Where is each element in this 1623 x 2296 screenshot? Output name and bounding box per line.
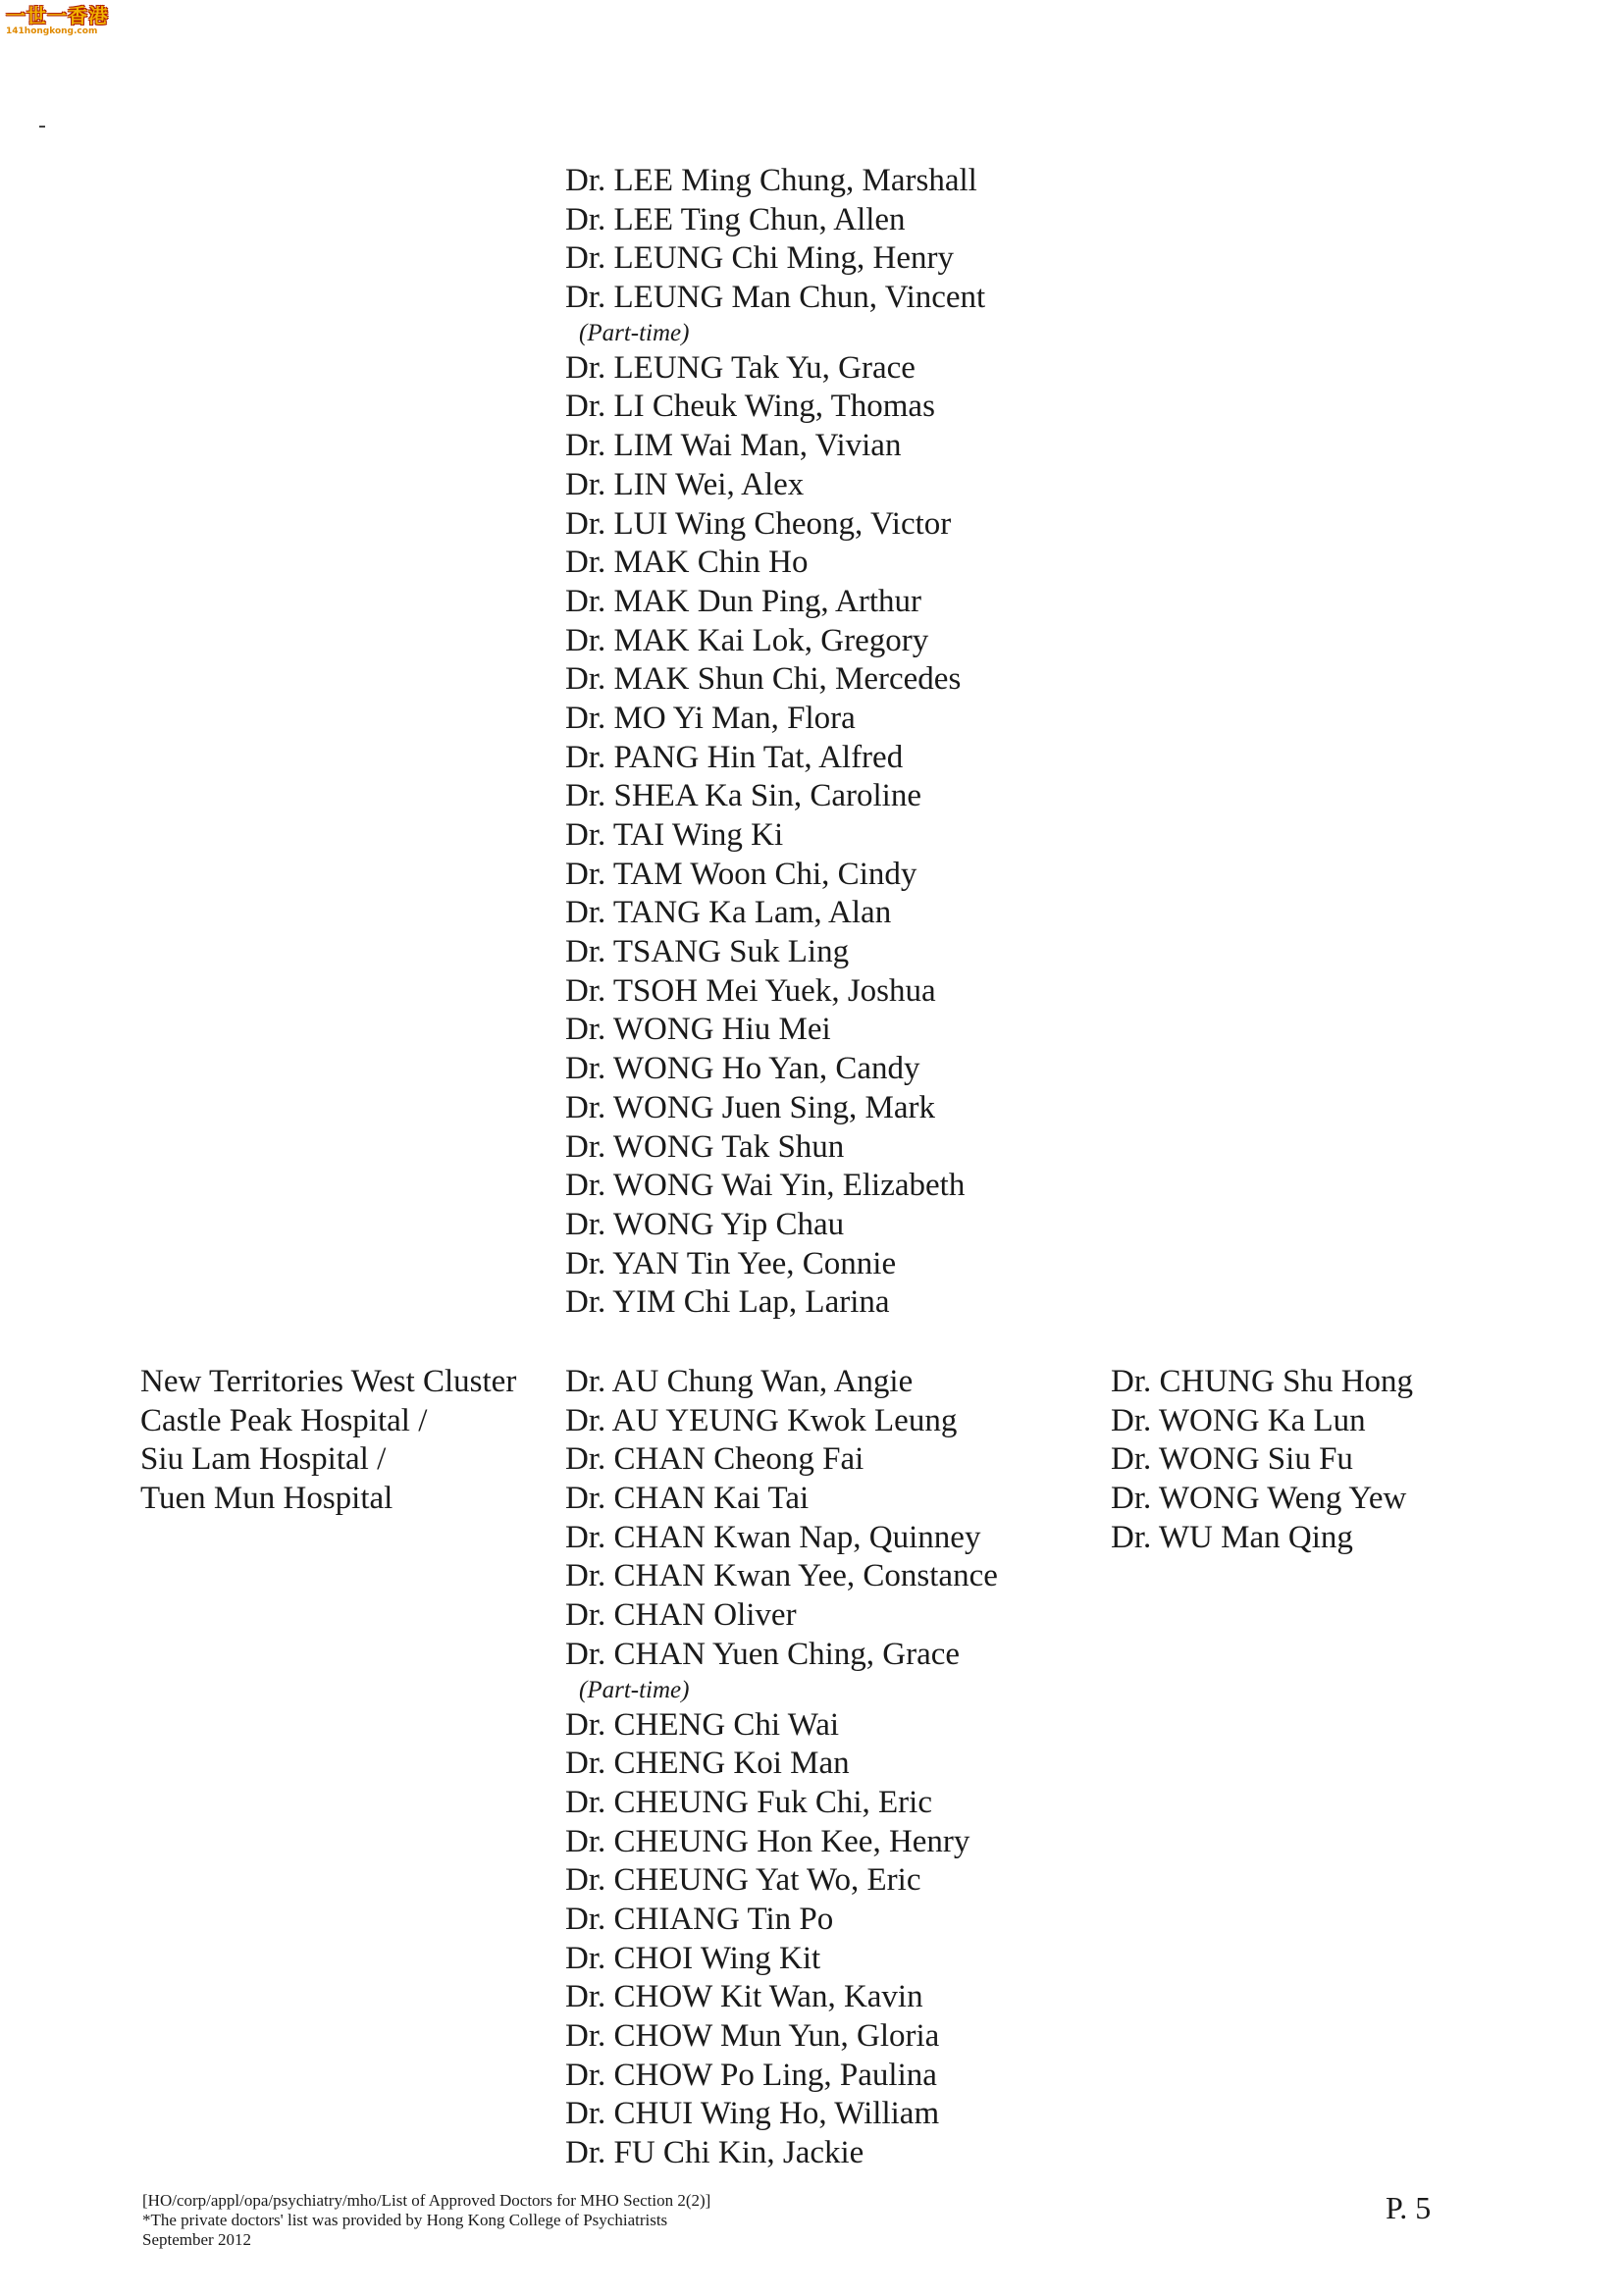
doctor-name: Dr. WONG Juen Sing, Mark [565, 1089, 936, 1125]
doctor-name: Dr. FU Chi Kin, Jackie [565, 2135, 864, 2171]
footer-note: *The private doctors' list was provided by Hong Kong College of Psychiatrists [142, 2211, 668, 2229]
doctor-name: Dr. LEE Ting Chun, Allen [565, 201, 906, 237]
doctor-name: Dr. MAK Kai Lok, Gregory [565, 622, 929, 658]
doctor-name: Dr. MO Yi Man, Flora [565, 700, 856, 736]
cluster-hospital-label [140, 1363, 516, 1519]
doctor-name: Dr. LIN Wei, Alex [565, 466, 805, 502]
document-footer [142, 2191, 710, 2250]
doctor-name: Dr. CHIANG Tin Po [565, 1901, 834, 1937]
doctor-name: Dr. WONG Hiu Mei [565, 1012, 831, 1048]
cluster-name: New Territories West Cluster [140, 1364, 517, 1399]
doctor-name: Dr. CHENG Koi Man [565, 1746, 850, 1782]
doctor-name: Dr. CHAN Kwan Yee, Constance [565, 1558, 998, 1594]
doctor-name: Dr. WONG Ho Yan, Candy [565, 1051, 920, 1087]
doctor-name: Dr. LEUNG Chi Ming, Henry [565, 240, 954, 277]
doctor-name: Dr. WONG Siu Fu [1111, 1441, 1353, 1478]
doctor-name: Dr. WONG Weng Yew [1111, 1481, 1407, 1517]
doctor-name: Dr. CHOW Mun Yun, Gloria [565, 2018, 940, 2054]
doctor-name: Dr. CHAN Cheong Fai [565, 1441, 864, 1478]
doctor-name: Dr. LUI Wing Cheong, Victor [565, 505, 952, 542]
doctor-name: Dr. CHUNG Shu Hong [1111, 1364, 1414, 1399]
watermark-url: 141hongkong.com [6, 26, 98, 36]
doctor-name: Dr. LI Cheuk Wing, Thomas [565, 389, 935, 425]
site-watermark-logo [6, 6, 109, 36]
doctor-name: Dr. CHOI Wing Kit [565, 1940, 821, 1976]
doctor-name: Dr. CHAN Oliver [565, 1597, 797, 1634]
page-number: P. 5 [1386, 2190, 1432, 2225]
hospital-name: Siu Lam Hospital / [140, 1441, 387, 1478]
doctor-name: Dr. WONG Yip Chau [565, 1206, 845, 1242]
doctor-name: Dr. CHOW Kit Wan, Kavin [565, 1979, 923, 2015]
hospital-name: Castle Peak Hospital / [140, 1402, 428, 1438]
doctor-name: Dr. TSOH Mei Yuek, Joshua [565, 972, 936, 1009]
hospital-name: Tuen Mun Hospital [140, 1481, 393, 1517]
doctor-name: Dr. TANG Ka Lam, Alan [565, 895, 892, 931]
doctor-name: Dr. CHOW Po Ling, Paulina [565, 2057, 937, 2093]
doctor-name: Dr. CHAN Kwan Nap, Quinney [565, 1519, 981, 1555]
doctor-name: Dr. TSANG Suk Ling [565, 934, 850, 970]
doctor-name: Dr. MAK Dun Ping, Arthur [565, 583, 922, 619]
doctor-name: Dr. TAM Woon Chi, Cindy [565, 856, 917, 892]
doctor-name: Dr. TAI Wing Ki [565, 817, 784, 853]
doctor-name: Dr. PANG Hin Tat, Alfred [565, 739, 904, 775]
doctor-name: Dr. CHUI Wing Ho, William [565, 2096, 940, 2132]
part-time-note: (Part-time) [579, 1676, 690, 1703]
doctor-name: Dr. CHAN Kai Tai [565, 1481, 810, 1517]
doctor-name: Dr. LEE Ming Chung, Marshall [565, 163, 977, 198]
ntw-doctor-list-col2 [1111, 1363, 1413, 1557]
doctor-name: Dr. CHEUNG Fuk Chi, Eric [565, 1784, 932, 1820]
doctor-name: Dr. WONG Ka Lun [1111, 1402, 1366, 1438]
doctor-name: Dr. CHEUNG Yat Wo, Eric [565, 1862, 921, 1899]
doctor-name: Dr. WONG Wai Yin, Elizabeth [565, 1168, 966, 1204]
doctor-name: Dr. WONG Tak Shun [565, 1128, 845, 1165]
footer-file-path: [HO/corp/appl/opa/psychiatry/mho/List of Approved Doctors for MHO Section 2(2)] [142, 2191, 711, 2210]
ntw-doctor-list-col1 [565, 1363, 998, 2173]
doctor-name: Dr. SHEA Ka Sin, Caroline [565, 778, 921, 814]
part-time-note: (Part-time) [579, 319, 690, 346]
scan-speck [39, 126, 45, 128]
doctor-name: Dr. CHENG Chi Wai [565, 1706, 840, 1743]
doctor-name: Dr. MAK Shun Chi, Mercedes [565, 661, 962, 698]
doctor-name: Dr. LIM Wai Man, Vivian [565, 428, 902, 464]
doctor-name: Dr. AU Chung Wan, Angie [565, 1364, 914, 1399]
doctor-name: Dr. CHAN Yuen Ching, Grace [565, 1636, 961, 1672]
doctor-name: Dr. AU YEUNG Kwok Leung [565, 1402, 958, 1438]
doctor-name: Dr. WU Man Qing [1111, 1519, 1353, 1555]
doctor-list-continued [565, 162, 985, 1323]
doctor-name: Dr. MAK Chin Ho [565, 545, 809, 581]
watermark-title: 一世一香港 [6, 4, 109, 27]
doctor-name: Dr. LEUNG Tak Yu, Grace [565, 349, 916, 386]
doctor-name: Dr. CHEUNG Hon Kee, Henry [565, 1823, 970, 1859]
doctor-name: Dr. LEUNG Man Chun, Vincent [565, 280, 986, 316]
doctor-name: Dr. YAN Tin Yee, Connie [565, 1245, 897, 1281]
footer-date: September 2012 [142, 2230, 251, 2249]
doctor-name: Dr. YIM Chi Lap, Larina [565, 1284, 890, 1321]
